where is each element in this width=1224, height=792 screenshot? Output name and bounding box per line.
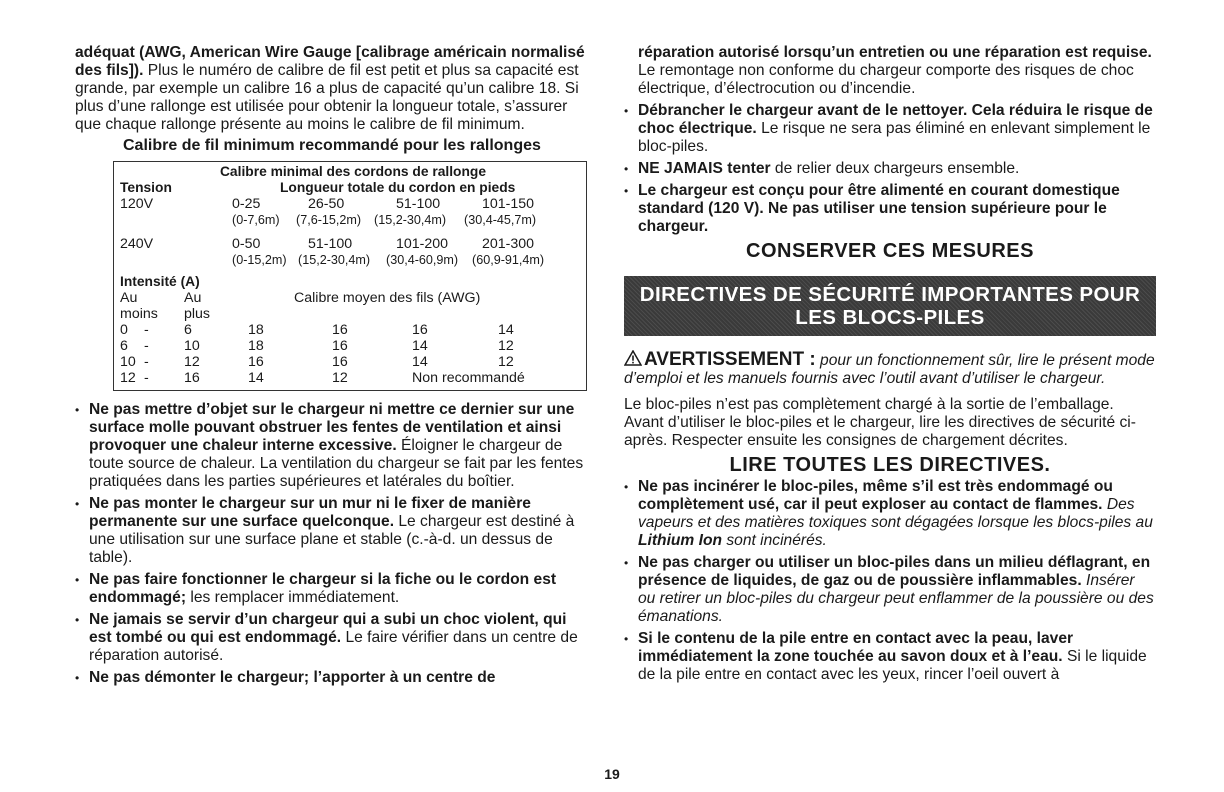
length-cell: 51-100 (308, 236, 353, 252)
safety-bullet: • Ne pas démonter le chargeur; l’apporter à un centre de (75, 669, 593, 687)
safety-bullet: • Débrancher le chargeur avant de le nettoyer. Cela réduira le risque de choc électrique. Le risque ne sera pas éliminé en enlevant simplement le bloc-piles. (624, 102, 1156, 156)
left-column (75, 44, 593, 687)
battery-bullet: • Ne pas incinérer le bloc-piles, même s’il est très endommagé ou complètement usé, car il peut exploser au contact de flammes. Des vapeurs et des matières toxiques sont dégagées lorsque les blocs-piles au Lithium Ion sont incinérés. (624, 478, 1156, 550)
table-row: 6 - 10 18 16 14 12 (120, 338, 514, 354)
metric-cell: (15,2-30,4m) (298, 253, 371, 267)
table-title: Calibre de fil minimum recommandé pour les rallonges (123, 137, 541, 154)
charge-paragraph: Le bloc-piles n’est pas complètement chargé à la sortie de l’emballage. Avant d’utiliser le bloc-piles et le chargeur, lire les directives de sécurité ci-après. Respecter ensuite les consignes de chargement décrites. (624, 396, 1136, 449)
wire-gauge-table (113, 161, 587, 391)
read-all-heading: LIRE TOUTES LES DIRECTIVES. (729, 454, 1051, 476)
safety-bullet: • Ne pas mettre d’objet sur le chargeur ni mettre ce dernier sur une surface molle pouvant obstruer les fentes de ventilation et ainsi provoquer une chaleur interne excessive. Éloigner le chargeur de toute source de chaleur. La ventilation du chargeur se fait par les fentes pratiquées dans les parties supérieures et latérales du boîtier. (75, 401, 593, 491)
metric-cell: (0-15,2m) (232, 253, 287, 267)
warning-triangle-icon (624, 350, 642, 366)
table-caption: Calibre minimal des cordons de rallonge (219, 164, 487, 179)
length-cell: 0-50 (232, 236, 261, 252)
table-row: 10 - 12 16 16 14 12 (120, 354, 514, 370)
table-row: 12 - 16 14 12 Non recommandé (120, 370, 525, 386)
right-column (624, 44, 1156, 684)
metric-cell: (60,9-91,4m) (472, 253, 545, 267)
intro-paragraph: adéquat (AWG, American Wire Gauge [calibrage américain normalisé des fils]). Plus le numéro de calibre de fil est petit et plus sa capacité est grande, par exemple un calibre 16 a plus de capacité qu’un calibre 18. Si plus d’une rallonge est utilisée pour obtenir la longueur totale, s’assurer que chaque rallonge présente au moins le calibre de fil minimum. (75, 44, 585, 133)
continued-bullet: réparation autorisé lorsqu’un entretien ou une réparation est requise. Le remontage non conforme du chargeur comporte des risques de choc électrique, d’électrocution ou d’incendie. (638, 44, 1152, 97)
battery-bullet: • Ne pas charger ou utiliser un bloc-piles dans un milieu déflagrant, en présence de liquides, de gaz ou de poussière inflammables. Insérer ou retirer un bloc-piles du chargeur peut enflammer de la poussière ou des émanations. (624, 554, 1156, 626)
amp-header: Intensité (A) (120, 274, 200, 289)
volt-cell: 240V (120, 236, 154, 252)
metric-cell: (30,4-45,7m) (464, 213, 537, 227)
conserve-heading: CONSERVER CES MESURES (746, 240, 1034, 262)
safety-bullet: • Le chargeur est conçu pour être alimenté en courant domestique standard (120 V). Ne pas utiliser une tension supérieure pour le chargeur. (624, 182, 1156, 236)
battery-bullet: • Si le contenu de la pile entre en contact avec la peau, laver immédiatement la zone touchée au savon doux et à l’eau. Si le liquide de la pile entre en contact avec les yeux, rincer l’oeil ouvert à (624, 630, 1156, 684)
safety-bullet: • NE JAMAIS tenter de relier deux chargeurs ensemble. (624, 160, 1156, 178)
length-cell: 101-150 (482, 196, 535, 212)
metric-cell: (15,2-30,4m) (374, 213, 447, 227)
length-cell: 0-25 (232, 196, 261, 212)
safety-bullet: • Ne pas faire fonctionner le chargeur si la fiche ou le cordon est endommagé; les remplacer immédiatement. (75, 571, 593, 607)
length-cell: 201-300 (482, 236, 535, 252)
plus-label: plus (184, 306, 211, 322)
metric-cell: (7,6-15,2m) (296, 213, 362, 227)
length-cell: 101-200 (396, 236, 449, 252)
length-header: Longueur totale du cordon en pieds (280, 180, 516, 195)
banner-line-2: LES BLOCS-PILES (795, 306, 985, 329)
tension-header: Tension (120, 180, 172, 195)
safety-bullet: • Ne jamais se servir d’un chargeur qui a subi un choc violent, qui est tombé ou qui est endommagé. Le faire vérifier dans un centre de réparation autorisé. (75, 611, 593, 665)
metric-cell: (30,4-60,9m) (386, 253, 459, 267)
length-cell: 51-100 (396, 196, 441, 212)
battery-safety-banner (624, 276, 1156, 336)
warning-word: AVERTISSEMENT : (644, 349, 816, 370)
page-number: 19 (604, 766, 620, 782)
table-row: 0 - 6 18 16 16 14 (120, 322, 514, 338)
warning-text: pour un fonctionnement sûr, lire le présent mode d’emploi et les manuels fournis avec l’outil avant d’utiliser le chargeur. (624, 352, 1155, 387)
safety-bullet: • Ne pas monter le chargeur sur un mur ni le fixer de manière permanente sur une surface quelconque. Le chargeur est destiné à une utilisation sur une surface plane et stable (c.-à-d. un dessus de table). (75, 495, 593, 567)
au-label: Au (184, 290, 202, 306)
metric-cell: (0-7,6m) (232, 213, 280, 227)
volt-cell: 120V (120, 196, 154, 212)
moins-label: moins (120, 306, 158, 322)
gauge-header: Calibre moyen des fils (AWG) (294, 290, 481, 306)
banner-line-1: DIRECTIVES DE SÉCURITÉ IMPORTANTES POUR (639, 283, 1141, 306)
length-cell: 26-50 (308, 196, 345, 212)
warning-paragraph (624, 350, 1156, 388)
au-label: Au (120, 290, 138, 306)
